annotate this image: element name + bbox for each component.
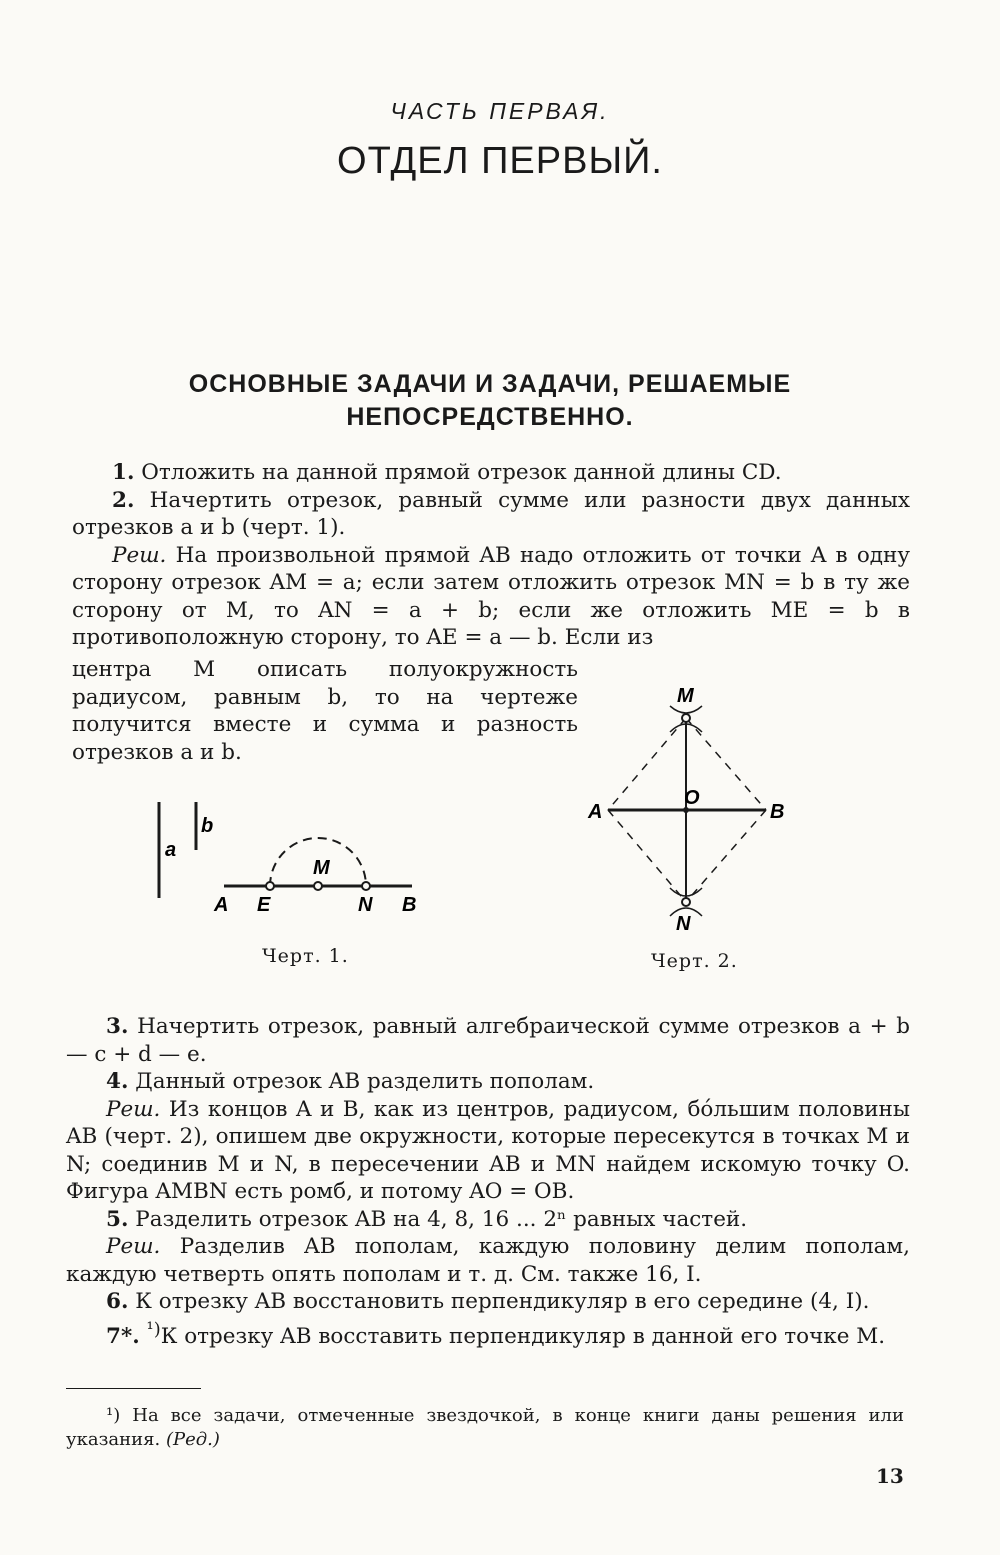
- problem-2-solution-cont: центра M описать полуокружность радиусом, равным b, то на чертеже получится вместе и сумма и разность отрезков a и b.: [72, 657, 578, 765]
- point-m: [314, 882, 322, 890]
- label-n: N: [358, 894, 373, 916]
- problem-3-number: 3.: [106, 1014, 129, 1039]
- problem-7-number: 7*.: [106, 1323, 140, 1349]
- side-an: [608, 810, 686, 902]
- problem-2: [72, 487, 910, 542]
- label-b-point: B: [402, 894, 417, 916]
- problem-2-text: Начертить отрезок, равный сумме или разности двух данных отрезков a и b (черт. 1).: [72, 487, 910, 540]
- footnote-text: На все задачи, отмеченные звездочкой, в конце книги даны решения или указания.: [66, 1405, 904, 1450]
- footnote-rule: [66, 1388, 201, 1389]
- problem-4-number: 4.: [106, 1069, 129, 1094]
- label-e: E: [257, 894, 271, 916]
- label-n2: N: [676, 913, 691, 935]
- side-am: [608, 718, 686, 810]
- label-b: b: [201, 815, 214, 837]
- figure-2: [578, 680, 798, 938]
- problem-1: [72, 459, 910, 487]
- problem-7-text: К отрезку AB восставить перпендикуляр в данной его точке M.: [160, 1323, 886, 1349]
- footnote: [66, 1404, 904, 1452]
- problem-7: [66, 1316, 910, 1351]
- figure-1: [140, 790, 440, 925]
- problem-6-text: К отрезку AB восстановить перпендикуляр в его середине (4, I).: [135, 1289, 870, 1314]
- page-number: 13: [876, 1464, 904, 1488]
- figure-2-caption: Черт. 2.: [651, 950, 738, 972]
- problem-3: [66, 1013, 910, 1068]
- problem-2-number: 2.: [112, 487, 135, 513]
- section-title-line1: ОСНОВНЫЕ ЗАДАЧИ И ЗАДАЧИ, РЕШАЕМЫЕ: [188, 370, 792, 398]
- part-title: ЧАСТЬ ПЕРВАЯ.: [390, 98, 610, 124]
- point-n: [362, 882, 370, 890]
- label-a-point: A: [214, 894, 229, 916]
- label-m: M: [313, 857, 330, 879]
- problem-1-number: 1.: [112, 460, 135, 485]
- label-a: a: [165, 839, 177, 861]
- problem-5-solution: [66, 1233, 910, 1288]
- text-block-1: [72, 459, 910, 652]
- section-title-line2: НЕПОСРЕДСТВЕННО.: [346, 403, 634, 431]
- problem-4-solution: [66, 1096, 910, 1206]
- side-nb: [686, 810, 766, 902]
- problem-4-text: Данный отрезок AB разделить пополам.: [135, 1069, 595, 1094]
- problem-6-number: 6.: [106, 1289, 129, 1314]
- footnote-editor: (Ред.): [165, 1429, 220, 1450]
- text-block-2: [72, 656, 578, 766]
- solution-label: Реш.: [112, 542, 167, 568]
- solution-label: Реш.: [106, 1234, 161, 1259]
- problem-2-solution: [72, 542, 910, 652]
- arc-m-1: [670, 706, 702, 713]
- problem-5-number: 5.: [106, 1206, 129, 1232]
- point-e: [266, 882, 274, 890]
- point-n2: [682, 898, 690, 906]
- problem-4-solution-text: Из концов A и B, как из центров, радиусом, бо́льшим половины AB (черт. 2), опишем две окружности, которые пересекутся в точках M и N; соединив M и N, в пересечении AB и MN найдем искомую точку O. Фигура AMBN есть ромб, и потому AO = OB.: [66, 1096, 910, 1204]
- problem-6: [66, 1288, 910, 1316]
- solution-label: Реш.: [106, 1096, 161, 1122]
- problem-3-text: Начертить отрезок, равный алгебраической сумме отрезков a + b — c + d — e.: [66, 1014, 910, 1067]
- label-b2: B: [770, 801, 785, 823]
- footnote-ref[interactable]: ¹): [146, 1318, 161, 1340]
- dept-title: ОТДЕЛ ПЕРВЫЙ.: [337, 140, 663, 182]
- problem-5-solution-text: Разделив AB пополам, каждую половину делим пополам, каждую четверть опять пополам и т. д. См. также 16, I.: [66, 1234, 910, 1287]
- label-m2: M: [677, 685, 694, 707]
- problem-5-text: Разделить отрезок AB на 4, 8, 16 ... 2ⁿ равных частей.: [135, 1206, 748, 1232]
- label-a2: A: [588, 801, 603, 823]
- problem-1-text: Отложить на данной прямой отрезок данной длины CD.: [141, 460, 782, 485]
- label-o: O: [684, 787, 700, 809]
- problem-5: [66, 1206, 910, 1234]
- problem-4: [66, 1068, 910, 1096]
- figure-1-caption: Черт. 1.: [262, 945, 349, 967]
- text-block-3: [66, 1013, 910, 1350]
- problem-2-solution-text: На произвольной прямой AB надо отложить от точки A в одну сторону отрезок AM = a; если затем отложить отрезок MN = b в ту же сторону от M, то AN = a + b; если же отложить ME = b в противоположную сторону, то AE = a — b. Если из: [72, 542, 910, 650]
- section-title: [0, 368, 980, 434]
- footnote-mark: ¹): [106, 1405, 121, 1426]
- point-m2: [682, 714, 690, 722]
